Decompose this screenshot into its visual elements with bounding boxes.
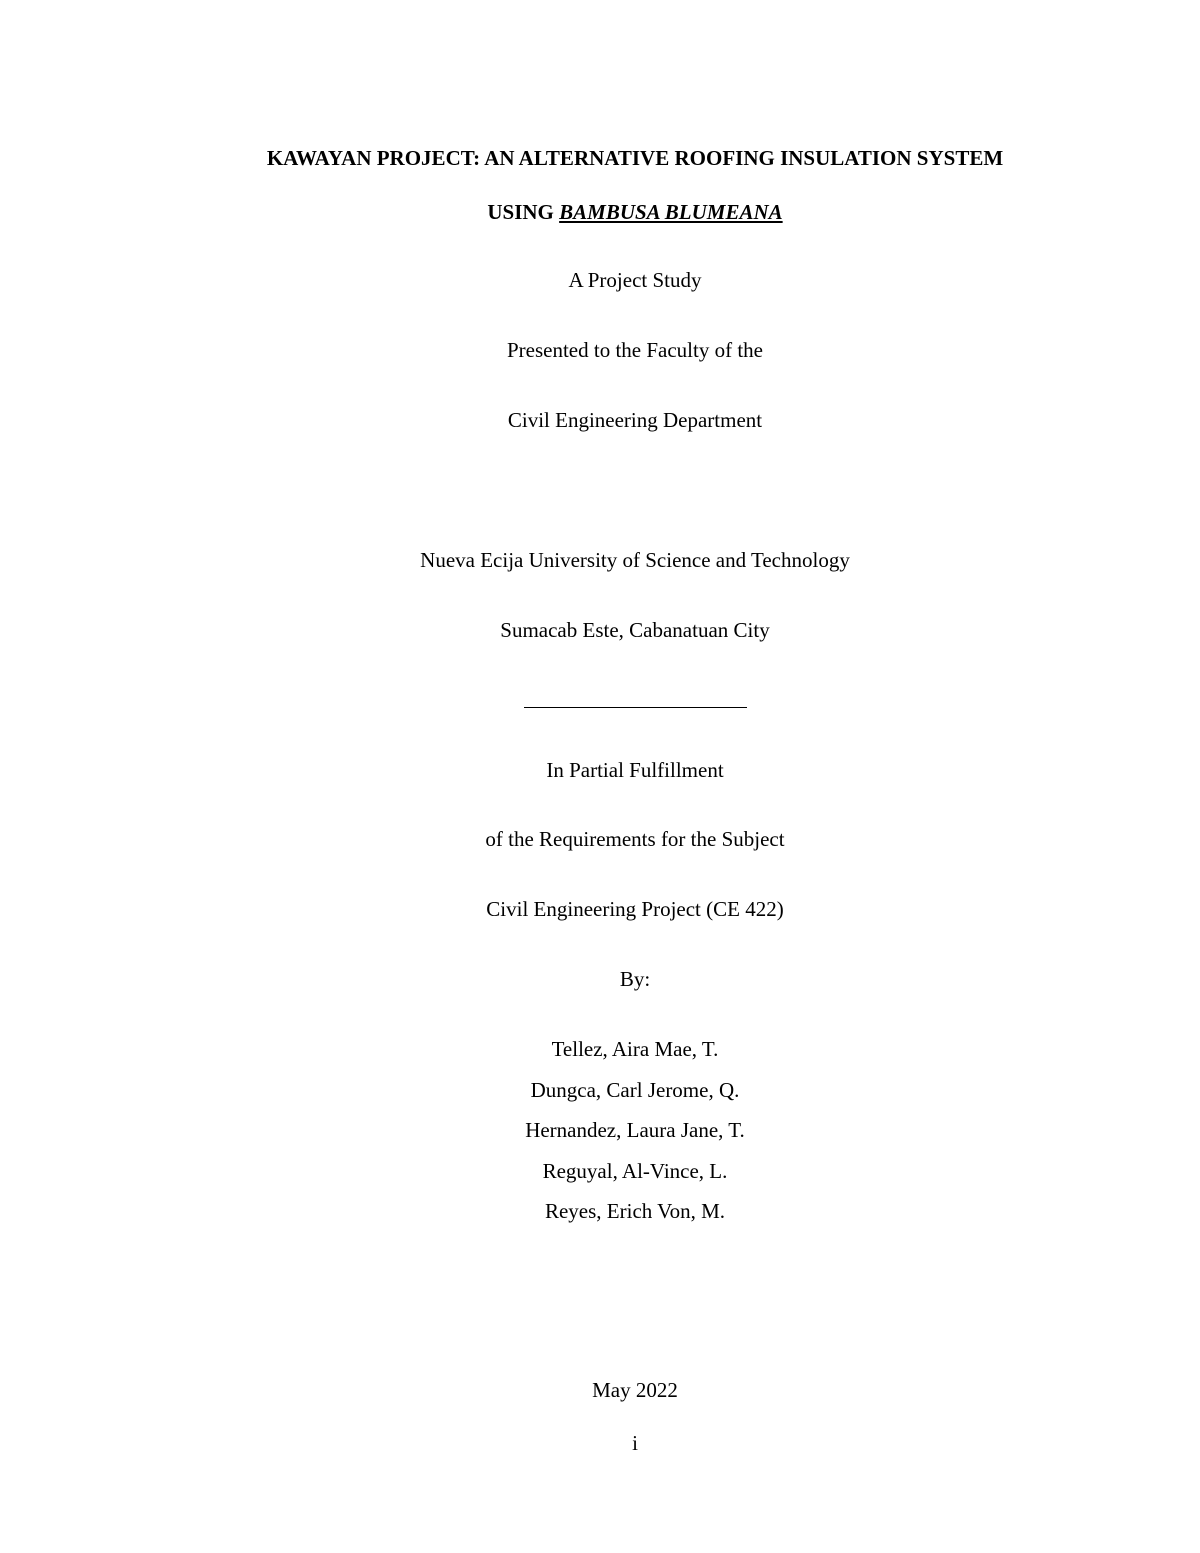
author-name: Reyes, Erich Von, M. — [544, 1199, 726, 1223]
by-label: By: — [619, 967, 651, 991]
date: May 2022 — [592, 1378, 678, 1402]
author-name: Hernandez, Laura Jane, T. — [525, 1118, 745, 1142]
fulfillment-line-3: Civil Engineering Project (CE 422) — [486, 897, 784, 921]
fulfillment-line-1: In Partial Fulfillment — [546, 758, 724, 782]
author-name: Dungca, Carl Jerome, Q. — [530, 1078, 740, 1102]
study-type: A Project Study — [568, 268, 702, 292]
title-prefix: USING — [487, 200, 560, 224]
title-line-2 — [0, 199, 1200, 225]
species-name: BAMBUSA BLUMEANA — [559, 200, 783, 224]
separator-line — [524, 707, 747, 708]
title-line-1: KAWAYAN PROJECT: AN ALTERNATIVE ROOFING INSULATION SYSTEM — [266, 146, 1004, 170]
fulfillment-line-2: of the Requirements for the Subject — [485, 827, 785, 851]
page-number: i — [632, 1431, 638, 1455]
location: Sumacab Este, Cabanatuan City — [500, 618, 770, 642]
university: Nueva Ecija University of Science and Technology — [420, 548, 850, 572]
department: Civil Engineering Department — [507, 408, 763, 432]
presented-to: Presented to the Faculty of the — [506, 338, 764, 362]
author-name: Reguyal, Al-Vince, L. — [542, 1159, 728, 1183]
author-name: Tellez, Aira Mae, T. — [551, 1037, 719, 1061]
